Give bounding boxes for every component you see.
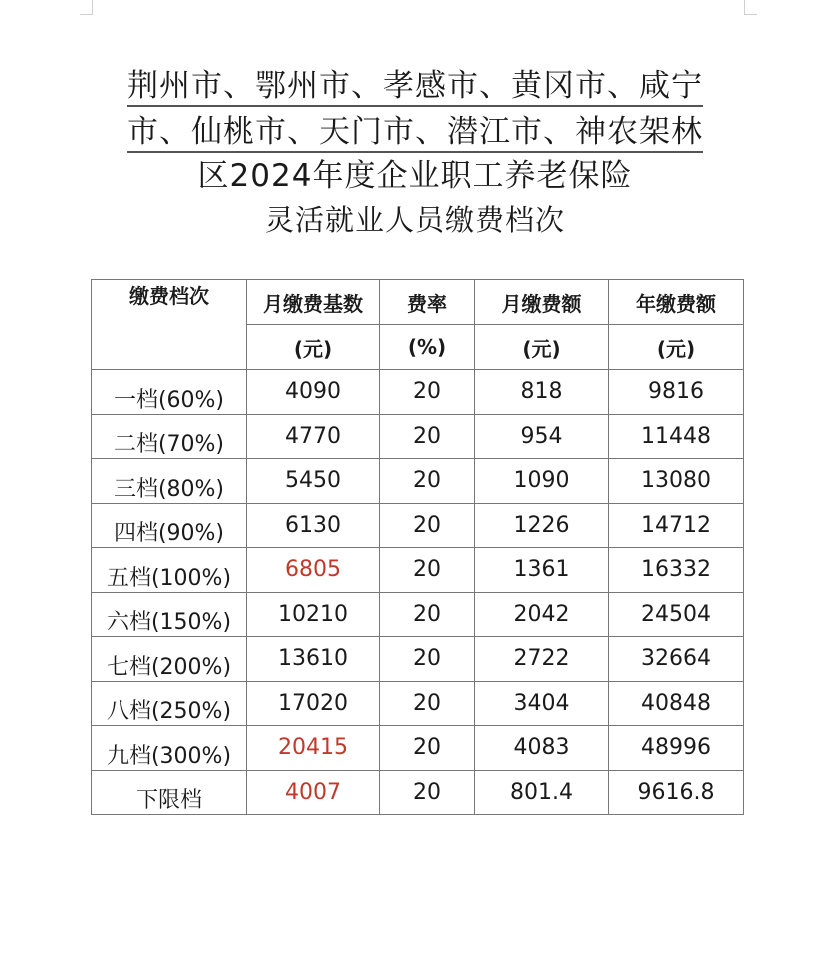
title-line-2: 市、仙桃市、天门市、潜江市、神农架林 [0, 112, 830, 152]
rate-cell: 20 [380, 459, 475, 504]
header-base: 月缴费基数 [247, 280, 380, 325]
contribution-table [91, 279, 744, 815]
monthly-cell: 1361 [475, 548, 609, 593]
header-grade: 缴费档次 [92, 280, 247, 370]
grade-cell: 六档(150%) [92, 592, 247, 637]
page-corner-mark-left [80, 0, 93, 15]
monthly-cell: 2042 [475, 592, 609, 637]
base-cell: 5450 [247, 459, 380, 504]
annual-cell: 48996 [609, 726, 744, 771]
grade-cell: 八档(250%) [92, 681, 247, 726]
table-row [92, 726, 744, 771]
grade-cell: 七档(200%) [92, 637, 247, 682]
rate-cell: 20 [380, 592, 475, 637]
header-base-unit: (元) [247, 325, 380, 370]
grade-cell: 九档(300%) [92, 726, 247, 771]
table-row [92, 370, 744, 415]
monthly-cell: 818 [475, 370, 609, 415]
header-rate-unit: (%) [380, 325, 475, 370]
annual-cell: 9816 [609, 370, 744, 415]
base-cell: 4770 [247, 414, 380, 459]
grade-cell: 二档(70%) [92, 414, 247, 459]
monthly-cell: 801.4 [475, 770, 609, 815]
base-cell-highlighted: 4007 [247, 770, 380, 815]
rate-cell: 20 [380, 726, 475, 771]
title-line-4: 灵活就业人员缴费档次 [264, 203, 565, 237]
table-row [92, 503, 744, 548]
annual-cell: 40848 [609, 681, 744, 726]
header-rate: 费率 [380, 280, 475, 325]
base-cell: 10210 [247, 592, 380, 637]
annual-cell: 13080 [609, 459, 744, 504]
annual-cell: 9616.8 [609, 770, 744, 815]
annual-cell: 14712 [609, 503, 744, 548]
table-row [92, 414, 744, 459]
header-monthly-unit: (元) [475, 325, 609, 370]
grade-cell: 五档(100%) [92, 548, 247, 593]
header-annual: 年缴费额 [609, 280, 744, 325]
table-row [92, 459, 744, 504]
base-cell: 13610 [247, 637, 380, 682]
table-row [92, 592, 744, 637]
rate-cell: 20 [380, 637, 475, 682]
monthly-cell: 1226 [475, 503, 609, 548]
rate-cell: 20 [380, 548, 475, 593]
base-cell-highlighted: 20415 [247, 726, 380, 771]
rate-cell: 20 [380, 370, 475, 415]
title-line-1: 荆州市、鄂州市、孝感市、黄冈市、咸宁 [0, 66, 830, 106]
grade-cell: 一档(60%) [92, 370, 247, 415]
header-annual-unit: (元) [609, 325, 744, 370]
monthly-cell: 1090 [475, 459, 609, 504]
grade-cell: 四档(90%) [92, 503, 247, 548]
rate-cell: 20 [380, 503, 475, 548]
annual-cell: 24504 [609, 592, 744, 637]
base-cell: 17020 [247, 681, 380, 726]
monthly-cell: 2722 [475, 637, 609, 682]
base-cell: 4090 [247, 370, 380, 415]
monthly-cell: 3404 [475, 681, 609, 726]
rate-cell: 20 [380, 414, 475, 459]
monthly-cell: 954 [475, 414, 609, 459]
monthly-cell: 4083 [475, 726, 609, 771]
table-row [92, 770, 744, 815]
annual-cell: 11448 [609, 414, 744, 459]
rate-cell: 20 [380, 681, 475, 726]
table-row [92, 637, 744, 682]
page-corner-mark-right [744, 0, 757, 15]
title-line-3: 区2024年度企业职工养老保险 [197, 158, 633, 194]
annual-cell: 16332 [609, 548, 744, 593]
grade-cell: 下限档 [92, 770, 247, 815]
table-row [92, 548, 744, 593]
grade-cell: 三档(80%) [92, 459, 247, 504]
base-cell: 6130 [247, 503, 380, 548]
base-cell-highlighted: 6805 [247, 548, 380, 593]
annual-cell: 32664 [609, 637, 744, 682]
header-monthly: 月缴费额 [475, 280, 609, 325]
table-row [92, 681, 744, 726]
rate-cell: 20 [380, 770, 475, 815]
